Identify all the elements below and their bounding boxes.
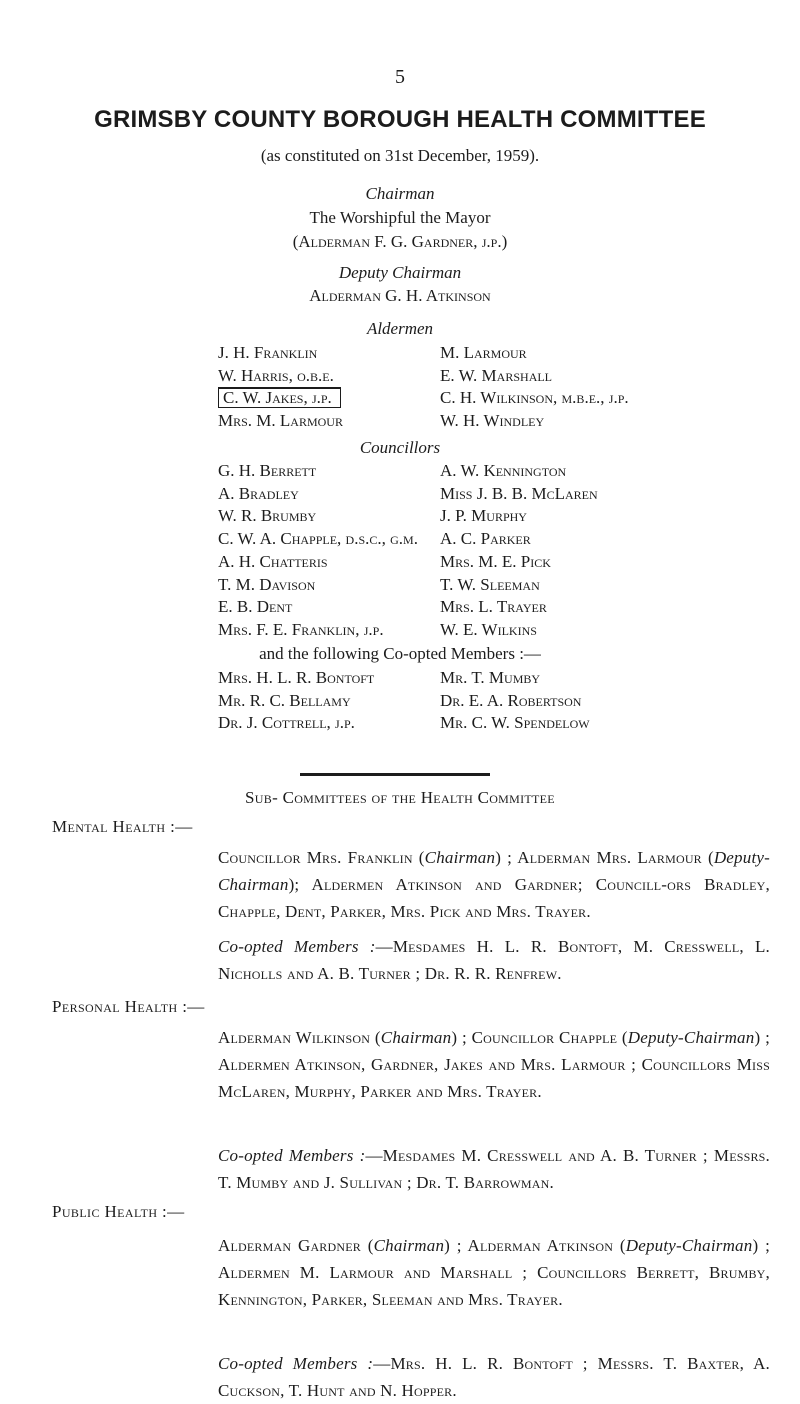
coopted-heading: and the following Co-opted Members :—	[259, 644, 541, 663]
page-number: 5	[395, 66, 405, 88]
councillors-right-column	[440, 460, 598, 642]
councillor-name: A. H. Chatteris	[218, 551, 328, 571]
councillor-name: Miss J. B. B. McLaren	[440, 483, 598, 503]
alderman-name: J. H. Franklin	[218, 343, 318, 362]
alderman-name: C. H. Wilkinson, m.b.e., j.p.	[440, 388, 629, 408]
aldermen-left-column	[218, 342, 343, 433]
councillor-name: W. R. Brumby	[218, 506, 317, 526]
deputy-chairman-heading: Deputy Chairman	[338, 263, 462, 282]
councillor-name: A. Bradley	[218, 483, 299, 503]
councillor-name: T. W. Sleeman	[440, 574, 540, 594]
page-title: GRIMSBY COUNTY BOROUGH HEALTH COMMITTEE	[94, 106, 706, 133]
coopted-member-name: Mr. C. W. Spendelow	[440, 713, 590, 733]
councillor-name: Mrs. F. E. Franklin, j.p.	[218, 619, 384, 639]
councillor-name: A. C. Parker	[440, 529, 531, 549]
councillors-heading: Councillors	[359, 438, 441, 457]
councillor-name: J. P. Murphy	[440, 506, 527, 526]
councillor-name: C. W. A. Chapple, d.s.c., g.m.	[218, 529, 418, 549]
aldermen-right-column	[440, 342, 629, 433]
councillor-name: G. H. Berrett	[218, 461, 317, 480]
section-divider	[300, 773, 490, 776]
alderman-name: W. Harris, o.b.e.	[218, 365, 334, 385]
coopted-member-name: Mr. T. Mumby	[440, 668, 541, 687]
public-health-members: Alderman Gardner (Chairman) ; Alderman Atkinson (Deputy-Chairman) ; Aldermen M. Larmour and Marshall ; Councillors Berrett, Brumby, Kennington, Parker, Sleeman and Mrs. Trayer.	[218, 1236, 770, 1309]
mental-health-members: Councillor Mrs. Franklin (Chairman) ; Alderman Mrs. Larmour (Deputy-Chairman); Aldermen Atkinson and Gardner; Councill-ors Bradley, Chapple, Dent, Parker, Mrs. Pick and Mrs. Trayer.	[218, 848, 770, 921]
alderman-name-boxed: C. W. Jakes, j.p.	[218, 387, 341, 408]
councillor-name: E. B. Dent	[218, 597, 293, 617]
councillor-name: T. M. Davison	[218, 574, 316, 594]
personal-health-members: Alderman Wilkinson (Chairman) ; Councillor Chapple (Deputy-Chairman) ; Aldermen Atkinson, Gardner, Jakes and Mrs. Larmour ; Councillors Miss McLaren, Murphy, Parker and Mrs. Trayer.	[218, 1028, 771, 1101]
councillor-name: Mrs. M. E. Pick	[440, 551, 551, 571]
mental-health-label: Mental Health :—	[52, 817, 193, 836]
alderman-name: W. H. Windley	[440, 411, 545, 431]
page-subtitle: (as constituted on 31st December, 1959).	[260, 146, 540, 165]
alderman-name: Mrs. M. Larmour	[218, 411, 343, 431]
personal-health-label: Personal Health :—	[52, 997, 205, 1016]
councillor-name: A. W. Kennington	[440, 461, 567, 480]
aldermen-heading: Aldermen	[366, 319, 434, 338]
alderman-name: E. W. Marshall	[440, 365, 553, 385]
chairman-line-2: (Alderman F. G. Gardner, j.p.)	[292, 232, 508, 251]
public-health-coopted: Co-opted Members :—Mrs. H. L. R. Bontoft ; Messrs. T. Baxter, A. Cuckson, T. Hunt and N. Hopper.	[218, 1354, 770, 1400]
alderman-name: M. Larmour	[440, 343, 527, 362]
deputy-chairman-name: Alderman G. H. Atkinson	[309, 286, 491, 305]
chairman-heading: Chairman	[365, 184, 435, 203]
coopted-member-name: Mrs. H. L. R. Bontoft	[218, 668, 375, 687]
coopted-right-column	[440, 667, 590, 735]
personal-health-coopted: Co-opted Members :—Mesdames M. Cresswell and A. B. Turner ; Messrs. T. Mumby and J. Sullivan ; Dr. T. Barrowman.	[218, 1146, 770, 1192]
councillor-name: Mrs. L. Trayer	[440, 597, 547, 617]
councillors-left-column	[218, 460, 418, 642]
coopted-left-column	[218, 667, 374, 735]
subcommittees-heading: Sub- Committees of the Health Committee	[245, 788, 555, 807]
coopted-member-name: Dr. E. A. Robertson	[440, 690, 582, 710]
coopted-member-name: Dr. J. Cottrell, j.p.	[218, 713, 355, 733]
chairman-line-1: The Worshipful the Mayor	[309, 208, 491, 227]
councillor-name: W. E. Wilkins	[440, 619, 537, 639]
public-health-label: Public Health :—	[52, 1202, 185, 1221]
mental-health-coopted: Co-opted Members :—Mesdames H. L. R. Bontoft, M. Cresswell, L. Nicholls and A. B. Turner ; Dr. R. R. Renfrew.	[218, 937, 770, 983]
coopted-member-name: Mr. R. C. Bellamy	[218, 690, 351, 710]
